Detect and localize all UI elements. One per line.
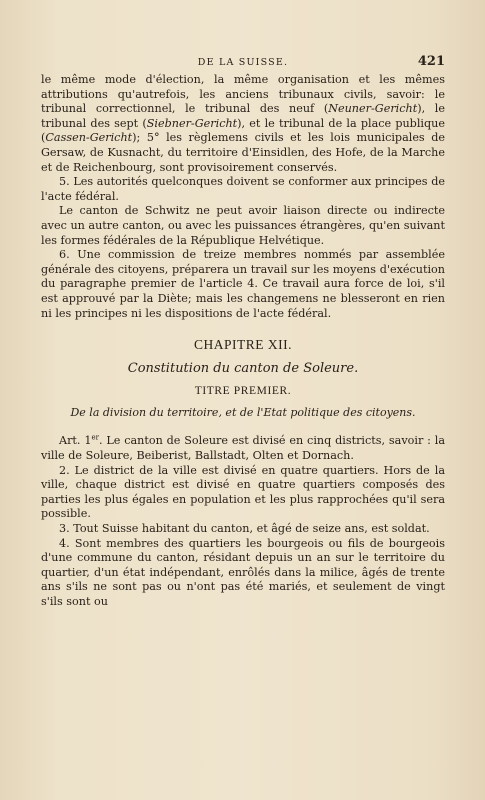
article-1-prefix: Art. 1 bbox=[59, 434, 92, 448]
chapter-heading: CHAPITRE XII. bbox=[194, 337, 292, 353]
constitution-heading: Constitution du canton de Soleure. bbox=[127, 360, 359, 376]
schwitz-relations-paragraph: Le canton de Schwitz ne peut avoir liaison directe ou indirecte avec un autre canton, ou avec les puissances étrangères, qu'en suivant les formes fédérales de la République Helvétique. bbox=[41, 204, 445, 247]
article-5-paragraph: 5. Les autorités quelconques doivent se conformer aux principes de l'acte fédéral. bbox=[41, 175, 445, 203]
titre-heading: TITRE PREMIER. bbox=[194, 385, 292, 398]
text-segment: le même mode d'élection, la même organisation et les mêmes attributions qu'autrefois, les anciens tribunaux civils, savoir: le tribunal correctionnel, le tribunal des neuf ( bbox=[41, 73, 445, 116]
article-1-superscript: er bbox=[91, 433, 99, 442]
running-title: DE LA SUISSE. bbox=[197, 57, 289, 68]
article-3-paragraph: 3. Tout Suisse habitant du canton, et âgé de seize ans, est soldat. bbox=[59, 522, 430, 536]
article-4-paragraph: 4. Sont membres des quartiers les bourgeois ou fils de bourgeois d'une commune du canton, résidant depuis un an sur le territoire du quartier, d'un état indépendant, enrôlés dans la milice, âgés de trente ans s'ils ne sont pas ou n'ont pas été mariés, et seulement de vingt s'ils sont ou bbox=[41, 536, 445, 608]
article-1-text: . Le canton de Soleure est divisé en cinq districts, savoir : la ville de Soleure, Beiberist, Ballstadt, Olten et Dornach. bbox=[41, 434, 445, 463]
article-1-paragraph bbox=[41, 434, 445, 463]
article-6-paragraph: 6. Une commission de treize membres nommés par assemblée générale des citoyens, préparera un travail sur les moyens d'exécution du paragraphe premier de l'article 4. Ce travail aura force de loi, s'il est approuvé par la Diète; mais les changemens ne blesseront en rien ni les principes ni les dispositions de l'acte fédéral. bbox=[41, 248, 445, 320]
page-body bbox=[41, 73, 445, 610]
running-head bbox=[41, 54, 445, 70]
italic-term: Cassen-Gericht bbox=[45, 131, 133, 145]
page-number: 421 bbox=[417, 54, 445, 69]
division-heading: De la division du territoire, et de l'Etat politique des citoyens. bbox=[70, 405, 416, 419]
text-segment: ), et le tribunal de la place publique ( bbox=[41, 116, 445, 145]
article-2-paragraph: 2. Le district de la ville est divisé en quatre quartiers. Hors de la ville, chaque district est divisé en quatre quartiers composés des parties les plus égales en population et les plus rapprochées qu'il sera possible. bbox=[41, 463, 445, 521]
italic-term: Siebner-Gericht bbox=[146, 116, 238, 130]
text-segment: ); 5° les règlemens civils et les lois municipales de Gersaw, de Kusnacht, du territoire d'Einsidlen, des Hofe, de la Marche et de Reichenbourg, sont provisoirement conservés. bbox=[41, 131, 445, 174]
paragraph-tribunals bbox=[41, 73, 445, 175]
text-segment: ), le tribunal des sept ( bbox=[41, 102, 445, 130]
italic-term: Neuner-Gericht bbox=[328, 102, 418, 116]
